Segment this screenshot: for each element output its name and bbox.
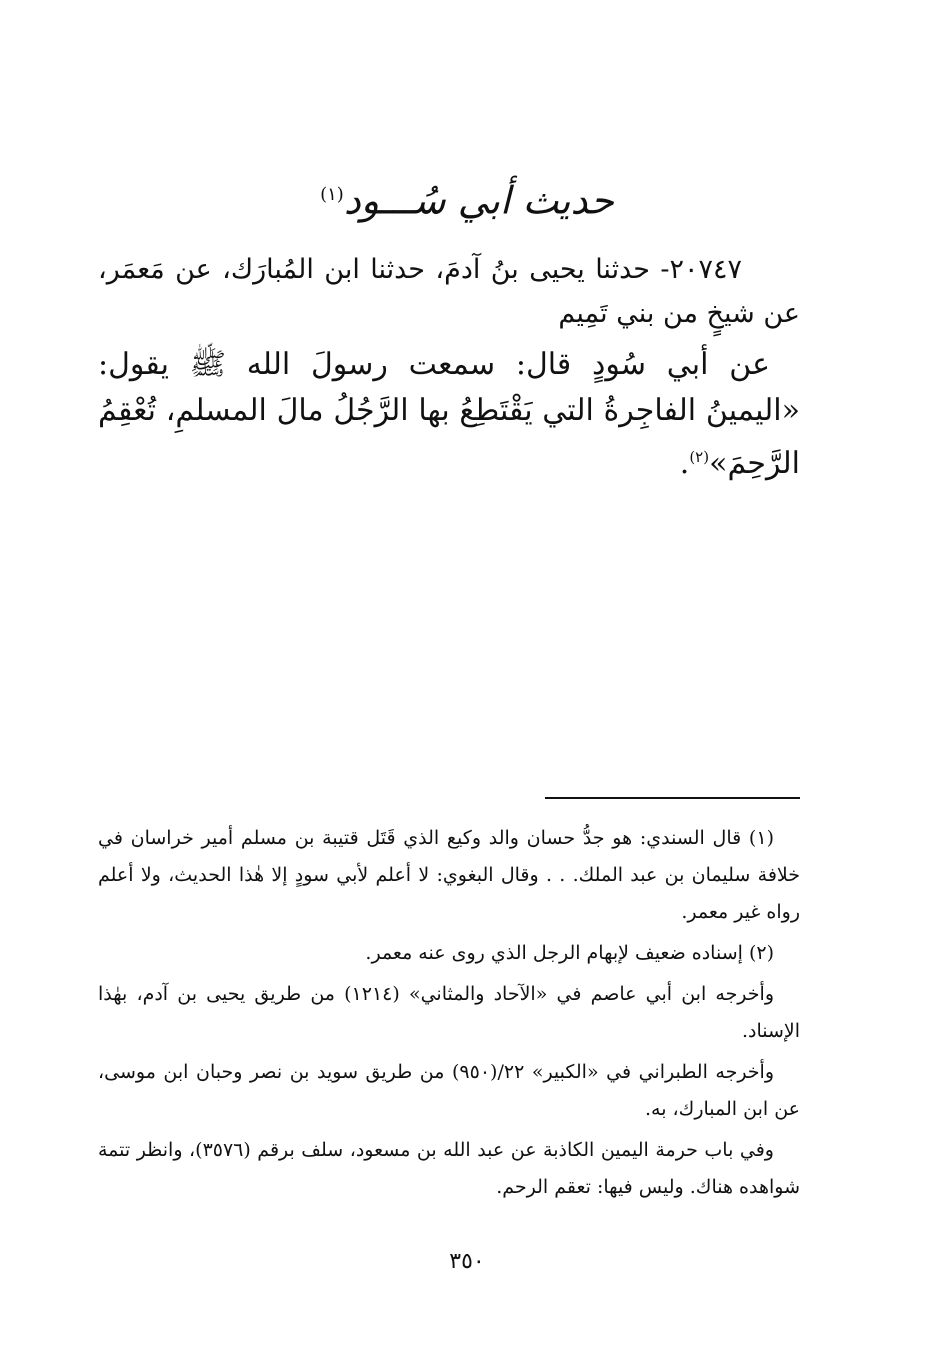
footnote-2-takhrij-3: وفي باب حرمة اليمين الكاذبة عن عبد الله بن مسعود، سلف برقم (٣٥٧٦)، وانظر تتمة شواهده هناك. وليس فيها: تعقم الرحم. bbox=[98, 1139, 800, 1198]
footnotes bbox=[98, 820, 800, 1210]
footnote-2-takhrij-2: وأخرجه الطبراني في «الكبير» ٢٢/(٩٥٠) من طريق سويد بن نصر وحبان ابن موسى، عن ابن المبارك، به. bbox=[98, 1061, 800, 1120]
footnote-1: (١) قال السندي: هو جدُّ حسان والد وكيع الذي قَتَل قتيبة بن مسلم أمير خراسان في خلافة سليمان بن عبد الملك. . . وقال البغوي: لا أعلم لأبي سودٍ إلا هٰذا الحديث، ولا أعلم رواه غير معمر. bbox=[98, 827, 800, 923]
section-heading bbox=[0, 165, 934, 231]
hadith-matn bbox=[98, 342, 800, 487]
hadith-matn-text: عن أبي سُودٍ قال: سمعت رسولَ الله ﷺ يقول: «اليمينُ الفاجِرةُ التي يَقْتَطِعُ بها الرَّجُلُ مالَ المسلمِ، تُعْقِمُ الرَّحِمَ» bbox=[98, 347, 800, 481]
hadith-footnote-marker: (٢) bbox=[689, 448, 710, 466]
footnote-2-takhrij-1: وأخرجه ابن أبي عاصم في «الآحاد والمثاني» (١٢١٤) من طريق يحيى بن آدم، بهٰذا الإسناد. bbox=[98, 983, 800, 1042]
footnote-divider bbox=[545, 797, 800, 799]
hadith-isnad: ٢٠٧٤٧- حدثنا يحيى بنُ آدمَ، حدثنا ابن المُبارَك، عن مَعمَر، عن شيخٍ من بني تَمِيم bbox=[98, 254, 800, 329]
hadith-text bbox=[98, 248, 800, 487]
page-number: ٣٥٠ bbox=[449, 1249, 485, 1274]
footnote-2: (٢) إسناده ضعيف لإبهام الرجل الذي روى عنه معمر. bbox=[365, 942, 774, 964]
heading-footnote-marker: (١) bbox=[320, 184, 344, 205]
section-title: حديث أبي سُـــود bbox=[343, 178, 614, 223]
hadith-closing: . bbox=[679, 446, 690, 481]
